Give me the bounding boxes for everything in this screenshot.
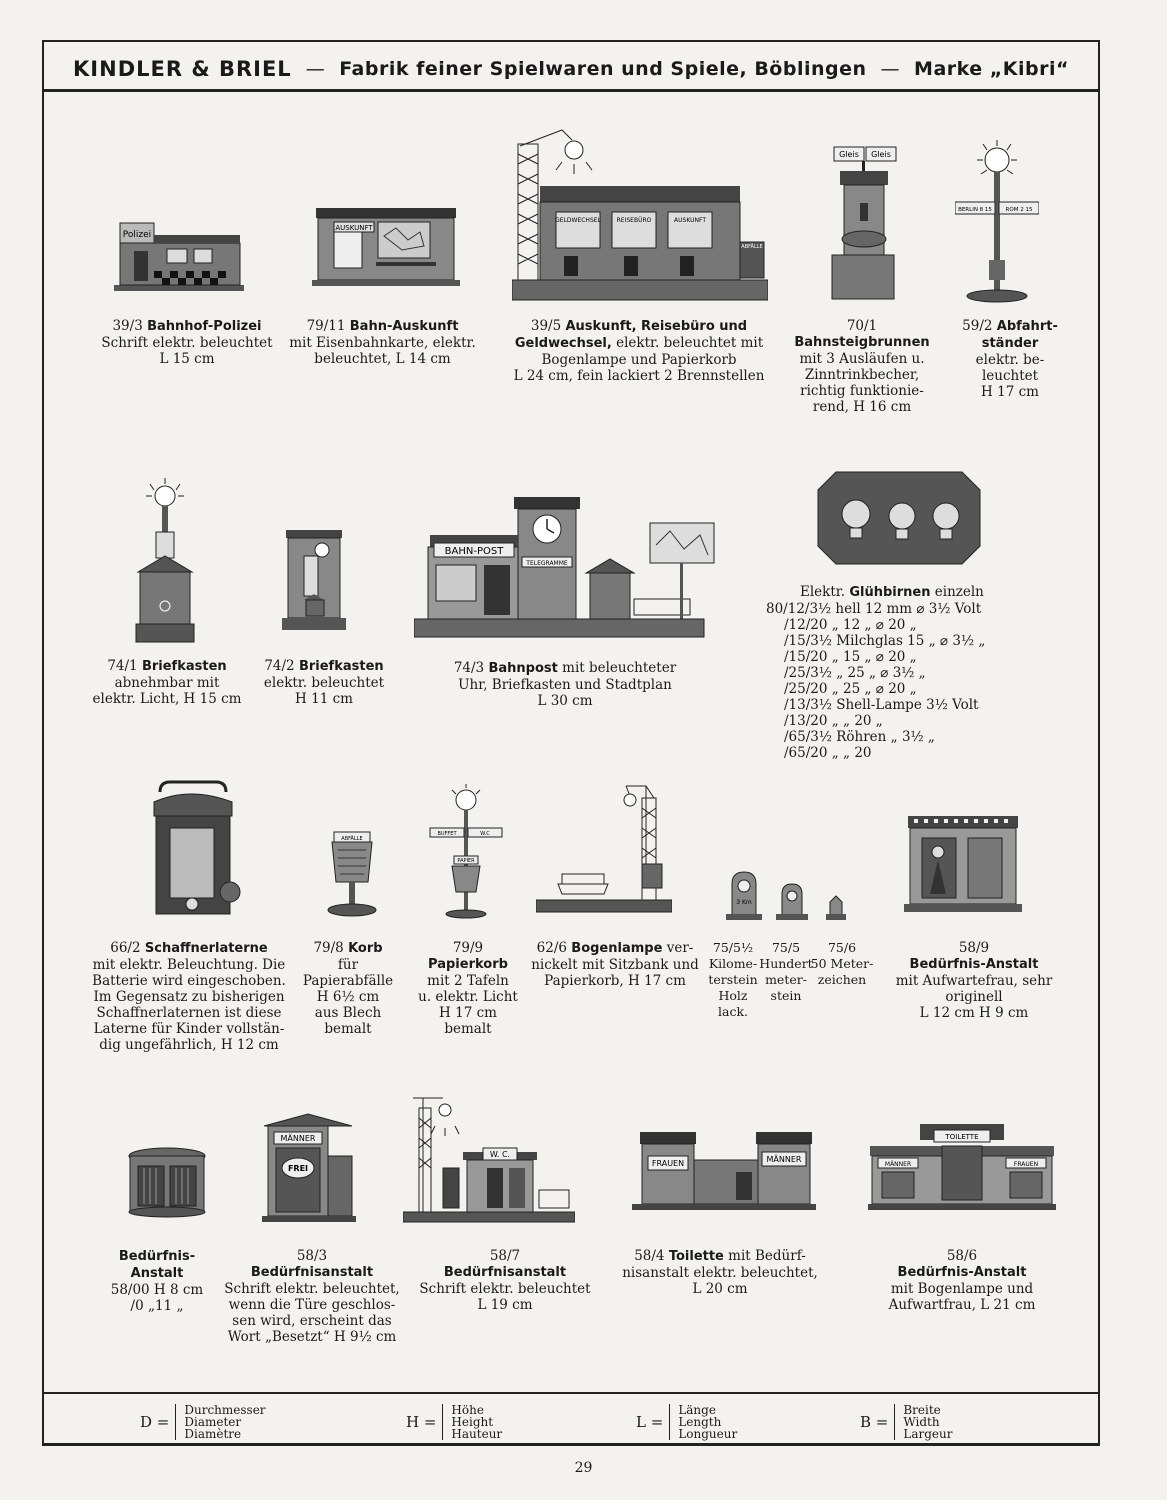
bulb-row: 80/12/3½ hell 12 mm ⌀ 3½ Volt: [766, 601, 982, 617]
bulb-row: /15/20 „ 15 „ ⌀ 20 „: [784, 649, 917, 665]
bulb-row: /65/20 „ „ 20: [784, 745, 872, 761]
item-desc: Batterie wird eingeschoben.: [92, 973, 286, 989]
item-name: Abfahrt-: [996, 319, 1058, 334]
item-name: Bogenlampe: [571, 941, 663, 956]
item-desc: Bogenlampe und Papierkorb: [541, 352, 737, 368]
legend-h: [406, 1404, 502, 1440]
item-name: Schaffnerlaterne: [144, 941, 268, 956]
item-58-7: [410, 1248, 600, 1313]
item-75-5-half: [700, 940, 766, 1020]
item-58-9: [876, 940, 1072, 1021]
item-desc: L 24 cm, fein lackiert 2 Brennstellen: [513, 368, 765, 384]
item-74-1: [82, 658, 252, 707]
beduerfnis-anstalt-58-00-illustration: [124, 1146, 210, 1218]
abbreviation-legend: [42, 1392, 1100, 1444]
item-desc: mit Bogenlampe und: [890, 1281, 1034, 1297]
item-desc: meter-: [765, 972, 807, 987]
legend-de: Höhe: [451, 1403, 484, 1417]
item-number: 74/3: [453, 660, 485, 676]
item-name: Papierkorb: [428, 957, 508, 972]
gluehbirnen-illustration: [816, 470, 982, 566]
gleis-sign-left: Gleis: [839, 150, 859, 159]
item-size: Papierkorb, H 17 cm: [544, 973, 686, 989]
item-desc: Laterne für Kinder vollstän-: [93, 1021, 285, 1037]
bulbs-suffix: einzeln: [934, 584, 984, 600]
item-number: 75/5½: [712, 940, 754, 955]
geldwechsel-sign: GELDWECHSEL: [555, 217, 601, 224]
item-desc: mit Bedürf-: [728, 1248, 806, 1264]
maenner-wing-sign: MÄNNER: [884, 1161, 912, 1168]
item-desc: elektr. be-: [975, 352, 1045, 368]
abfaelle-sign: ABFÄLLE: [741, 244, 763, 250]
item-number: 58/7: [489, 1248, 521, 1264]
item-desc: elektr. beleuchtet: [263, 675, 385, 691]
gluehbirnen-table: [766, 584, 985, 761]
bahnpost-illustration: [414, 495, 720, 641]
item-desc: rend, H 16 cm: [812, 399, 912, 415]
item-desc: elektr. Licht, H 15 cm: [92, 691, 242, 707]
item-desc: Kilome-: [708, 956, 758, 971]
item-number: 66/2: [110, 940, 141, 956]
item-name: Bedürfnis-: [118, 1249, 196, 1264]
item-desc: Hundert: [759, 956, 813, 971]
item-name: Korb: [348, 941, 383, 956]
item-desc: Zinntrinkbecher,: [804, 367, 920, 383]
bulb-row: /25/3½ „ 25 „ ⌀ 3½ „: [784, 665, 926, 681]
legend-en: Diameter: [184, 1415, 242, 1429]
beduerfnisanstalt-58-3-illustration: [262, 1112, 356, 1222]
item-name-cont: Geldwechsel,: [514, 336, 612, 351]
buffet-sign: BUFFET: [437, 831, 457, 837]
item-name: Briefkasten: [298, 659, 384, 674]
header-subtitle: Fabrik feiner Spielwaren und Spiele, Böblingen: [339, 57, 867, 80]
legend-fr: Largeur: [903, 1427, 953, 1441]
km-stone-label: 3 Km: [736, 899, 752, 906]
telegramme-sign: TELEGRAMME: [526, 560, 568, 567]
papierkorb-illustration: [428, 782, 504, 920]
item-desc: nisanstalt elektr. beleuchtet,: [622, 1265, 818, 1281]
item-number: 79/8: [313, 940, 344, 956]
item-size: H 11 cm: [295, 691, 353, 707]
legend-en: Width: [903, 1415, 940, 1429]
berlin-sign: BERLIN 8 15: [958, 207, 992, 213]
item-name: Bedürfnis-Anstalt: [909, 957, 1039, 972]
item-desc: Papierabfälle: [302, 973, 394, 989]
item-desc: Wort „Besetzt“ H 9½ cm: [227, 1329, 397, 1345]
item-70-1: [782, 318, 942, 415]
item-desc: originell: [945, 989, 1003, 1005]
bogenlampe-illustration: [536, 778, 672, 916]
beduerfnis-anstalt-58-9-illustration: [904, 814, 1022, 914]
bulbs-intro: Elektr.: [800, 584, 846, 600]
item-desc: mit Eisenbahnkarte, elektr.: [289, 335, 476, 351]
item-desc: bemalt: [444, 1021, 492, 1037]
item-number: 75/6: [827, 940, 857, 955]
korb-illustration: [324, 830, 380, 918]
briefkasten-74-2-illustration: [282, 528, 346, 632]
item-desc: mit 3 Ausläufen u.: [799, 351, 925, 367]
item-desc: mit elektr. Beleuchtung. Die: [92, 957, 286, 973]
frauen-wing-sign: FRAUEN: [1013, 1161, 1039, 1168]
header-dash: —: [305, 57, 326, 80]
item-size: /0 „11 „: [130, 1298, 184, 1314]
item-desc: Uhr, Briefkasten und Stadtplan: [458, 677, 672, 693]
item-desc: 50 Meter-: [810, 956, 874, 971]
item-number: 62/6: [536, 940, 567, 956]
item-desc: u. elektr. Licht: [418, 989, 518, 1005]
item-size: L 15 cm: [159, 351, 215, 367]
legend-d: [140, 1404, 266, 1440]
reisebuero-sign: REISEBÜRO: [616, 217, 652, 224]
gleis-sign-right: Gleis: [871, 150, 891, 159]
item-desc: mit 2 Tafeln: [427, 973, 509, 989]
item-number: 59/2: [962, 318, 993, 334]
frauen-sign: FRAUEN: [651, 1159, 685, 1168]
item-size: H 17 cm: [981, 384, 1039, 400]
item-name: Bahn-Auskunft: [349, 319, 459, 334]
wc-sign: W. C.: [489, 1150, 511, 1159]
legend-en: Length: [678, 1415, 722, 1429]
item-number: 58/9: [958, 940, 990, 956]
item-62-6: [526, 940, 704, 989]
item-size: 58/00 H 8 cm: [110, 1282, 204, 1298]
page-number: 29: [574, 1460, 593, 1476]
item-desc: zeichen: [817, 972, 867, 987]
item-59-2: [940, 318, 1080, 400]
toilette-sign: TOILETTE: [945, 1133, 979, 1141]
legend-fr: Hauteur: [451, 1427, 503, 1441]
item-desc: leuchtet: [981, 368, 1039, 384]
bulb-row: /13/3½ Shell-Lampe 3½ Volt: [784, 697, 979, 713]
item-desc: dig ungefährlich, H 12 cm: [99, 1037, 279, 1053]
item-58-6: [864, 1248, 1060, 1313]
abfahrtstaender-illustration: [955, 138, 1039, 306]
legend-key: D =: [140, 1413, 170, 1431]
briefkasten-74-1-illustration: [132, 476, 198, 646]
item-66-2: [78, 940, 300, 1053]
catalog-header: [42, 48, 1100, 92]
item-number: 58/6: [946, 1248, 978, 1264]
item-name: Auskunft, Reisebüro und: [565, 319, 748, 334]
item-79-9: [410, 940, 526, 1037]
item-58-00: [94, 1248, 220, 1314]
bahnsteigbrunnen-illustration: [828, 145, 898, 301]
bulb-row: /15/3½ Milchglas 15 „ ⌀ 3½ „: [784, 633, 986, 649]
item-size: L 19 cm: [477, 1297, 533, 1313]
item-desc: wenn die Türe geschlos-: [228, 1297, 396, 1313]
item-79-8: [298, 940, 398, 1037]
kilometersteine-illustration: [726, 868, 856, 920]
item-size: L 30 cm: [537, 693, 593, 709]
legend-key: H =: [406, 1413, 437, 1431]
legend-l: [636, 1404, 737, 1440]
item-desc: nickelt mit Sitzbank und: [531, 957, 699, 973]
item-desc: abnehmbar mit: [114, 675, 220, 691]
item-size: L 20 cm: [692, 1281, 748, 1297]
item-74-2: [244, 658, 404, 707]
item-name-cont: ständer: [981, 336, 1039, 351]
schaffnerlaterne-illustration: [150, 780, 246, 920]
item-size: H 6½ cm: [316, 989, 380, 1005]
item-58-3: [222, 1248, 402, 1345]
legend-de: Länge: [678, 1403, 716, 1417]
legend-de: Durchmesser: [184, 1403, 266, 1417]
maenner-sign: MÄNNER: [280, 1134, 316, 1143]
item-desc: Holz: [718, 988, 748, 1003]
item-75-5: [758, 940, 814, 1004]
item-number: 75/5: [771, 940, 801, 955]
bulb-row: /13/20 „ „ 20 „: [784, 713, 883, 729]
item-desc: Im Gegensatz zu bisherigen: [93, 989, 285, 1005]
papier-sign: PAPIER: [457, 858, 475, 864]
item-number: 79/9: [452, 940, 484, 956]
item-39-3: [92, 318, 282, 367]
toilette-58-4-illustration: [632, 1130, 816, 1210]
bahnpost-sign: BAHN-POST: [444, 546, 504, 557]
item-name-cont: Anstalt: [130, 1266, 184, 1281]
bulb-row: /25/20 „ 25 „ ⌀ 20 „: [784, 681, 917, 697]
bulb-row: /65/3½ Röhren „ 3½ „: [784, 729, 935, 745]
item-desc: ver-: [666, 940, 694, 956]
item-desc: stein: [770, 988, 802, 1003]
item-desc: Aufwartfrau, L 21 cm: [888, 1297, 1036, 1313]
item-74-3: [420, 660, 710, 709]
item-name: Bahnhof-Polizei: [147, 319, 262, 334]
item-number: 74/2: [264, 658, 295, 674]
legend-key: B =: [860, 1413, 889, 1431]
item-58-4: [612, 1248, 828, 1297]
item-desc: Schrift elektr. beleuchtet: [419, 1281, 591, 1297]
item-desc: richtig funktionie-: [800, 383, 924, 399]
item-name: Bedürfnisanstalt: [250, 1265, 374, 1280]
korb-sign: ABFÄLLE: [341, 836, 363, 842]
auskunft-window-sign: AUSKUNFT: [674, 217, 706, 224]
legend-de: Breite: [903, 1403, 941, 1417]
item-desc: aus Blech: [314, 1005, 382, 1021]
polizei-sign: Polizei: [122, 230, 152, 240]
maenner-toilette-sign: MÄNNER: [766, 1155, 802, 1164]
beduerfnis-anstalt-58-6-illustration: [868, 1122, 1056, 1212]
item-desc: bemalt: [324, 1021, 372, 1037]
item-number: 58/4: [634, 1248, 665, 1264]
item-desc: mit beleuchteter: [562, 660, 677, 676]
item-number: 74/1: [107, 658, 138, 674]
item-desc: sen wird, erscheint das: [232, 1313, 392, 1329]
legend-fr: Longueur: [678, 1427, 738, 1441]
header-dash: —: [880, 57, 901, 80]
bahnhof-polizei-illustration: [112, 215, 247, 293]
item-79-11: [280, 318, 485, 367]
item-number: 39/5: [530, 318, 562, 334]
item-desc: Schaffnerlaternen ist diese: [96, 1005, 282, 1021]
legend-fr: Diamètre: [184, 1427, 242, 1441]
item-name: Toilette: [668, 1249, 724, 1264]
item-name: Bedürfnis-Anstalt: [897, 1265, 1027, 1280]
item-name: Bahnsteigbrunnen: [794, 335, 930, 350]
bulbs-name: Glühbirnen: [849, 585, 931, 600]
legend-b: [860, 1404, 952, 1440]
bahn-auskunft-illustration: [312, 206, 460, 288]
item-desc: Schrift elektr. beleuchtet,: [224, 1281, 400, 1297]
item-size: H 17 cm: [439, 1005, 497, 1021]
legend-en: Height: [451, 1415, 494, 1429]
item-desc: für: [337, 957, 359, 973]
item-name: Briefkasten: [141, 659, 227, 674]
item-number: 58/3: [296, 1248, 328, 1264]
item-desc: Schrift elektr. beleuchtet: [101, 335, 273, 351]
item-desc: lack.: [718, 1004, 748, 1019]
item-desc: elektr. beleuchtet mit: [616, 335, 764, 351]
bulb-row: /12/20 „ 12 „ ⌀ 20 „: [784, 617, 917, 633]
frei-sign: FREI: [287, 1164, 309, 1173]
item-number: 70/1: [846, 318, 878, 334]
item-39-5: [496, 318, 782, 384]
item-desc: mit Aufwartefrau, sehr: [895, 973, 1053, 989]
auskunft-sign: AUSKUNFT: [335, 224, 373, 232]
item-number: 79/11: [306, 318, 346, 334]
auskunft-reisebuero-illustration: [512, 124, 768, 304]
item-75-6: [810, 940, 874, 988]
item-name: Bedürfnisanstalt: [443, 1265, 567, 1280]
rom-sign: ROM 2 15: [1005, 207, 1033, 213]
brand-mark: Marke „Kibri“: [914, 57, 1069, 80]
legend-key: L =: [636, 1413, 664, 1431]
brand-name: KINDLER & BRIEL: [73, 56, 292, 81]
item-name: Bahnpost: [488, 661, 558, 676]
item-size: L 12 cm H 9 cm: [919, 1005, 1029, 1021]
beduerfnisanstalt-58-7-illustration: [403, 1094, 575, 1226]
wc-arrow-sign: W.C: [480, 831, 490, 837]
item-desc: terstein: [708, 972, 758, 987]
item-number: 39/3: [112, 318, 143, 334]
item-desc: beleuchtet, L 14 cm: [314, 351, 451, 367]
